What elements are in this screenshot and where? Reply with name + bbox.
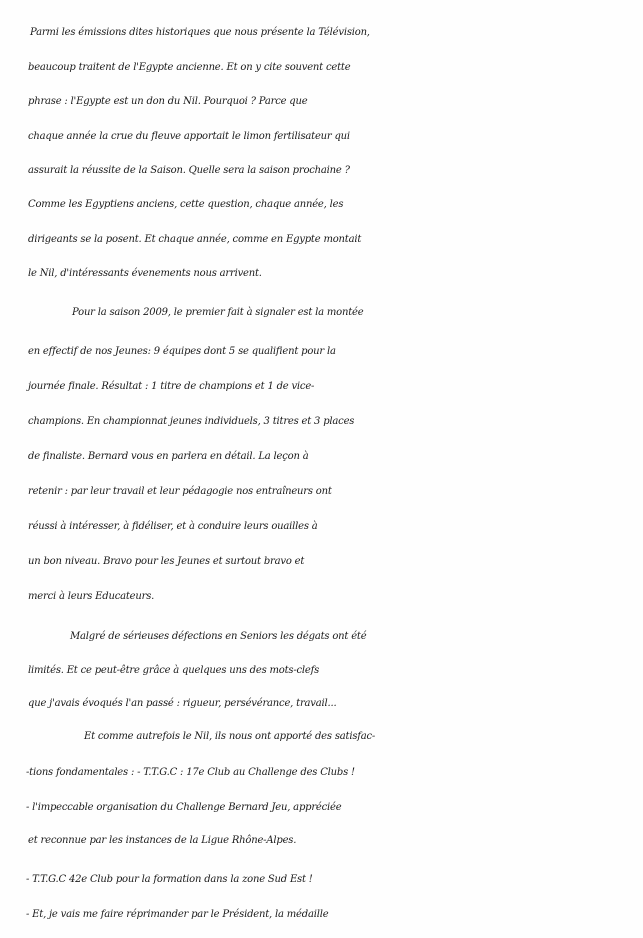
text-line: le Nil, d'intéressants évenements nous arrivent. (28, 268, 262, 279)
text-line: journée finale. Résultat : 1 titre de champions et 1 de vice- (28, 381, 315, 392)
text-line: assurait la réussite de la Saison. Quelle sera la saison prochaine ? (28, 165, 350, 176)
text-line: en effectif de nos Jeunes: 9 équipes dont 5 se qualifient pour la (28, 346, 336, 357)
text-line: Pour la saison 2009, le premier fait à signaler est la montée (72, 307, 364, 318)
text-line: phrase : l'Egypte est un don du Nil. Pourquoi ? Parce que (28, 96, 308, 107)
text-line: réussi à intéresser, à fidéliser, et à conduire leurs ouailles à (28, 521, 318, 532)
text-line: - T.T.G.C 42e Club pour la formation dans la zone Sud Est ! (26, 874, 313, 885)
text-line: Et comme autrefois le Nil, ils nous ont apporté des satisfac- (84, 731, 376, 742)
text-line: champions. En championnat jeunes individuels, 3 titres et 3 places (28, 416, 355, 427)
text-line: que j'avais évoqués l'an passé : rigueur, persévérance, travail... (28, 698, 337, 709)
text-line: Comme les Egyptiens anciens, cette question, chaque année, les (28, 199, 344, 210)
text-line: chaque année la crue du fleuve apportait le limon fertilisateur qui (28, 131, 350, 142)
text-line: dirigeants se la posent. Et chaque année, comme en Egypte montait (28, 234, 362, 245)
text-line: retenir : par leur travail et leur pédagogie nos entraîneurs ont (28, 486, 332, 497)
text-line: et reconnue par les instances de la Ligue Rhône-Alpes. (28, 835, 297, 846)
text-line: - l'impeccable organisation du Challenge Bernard Jeu, appréciée (26, 802, 342, 813)
text-line: beaucoup traitent de l'Egypte ancienne. Et on y cite souvent cette (28, 62, 351, 73)
text-line: - Et, je vais me faire réprimander par le Président, la médaille (26, 909, 329, 920)
text-line: Parmi les émissions dites historiques que nous présente la Télévision, (30, 27, 370, 38)
text-line: merci à leurs Educateurs. (28, 591, 155, 602)
text-line: limités. Et ce peut-être grâce à quelques uns des mots-clefs (28, 665, 320, 676)
text-line: Malgré de sérieuses défections en Seniors les dégats ont été (70, 631, 367, 642)
text-line: un bon niveau. Bravo pour les Jeunes et surtout bravo et (28, 556, 305, 567)
text-line: de finaliste. Bernard vous en parlera en détail. La leçon à (28, 451, 309, 462)
text-line: -tions fondamentales : - T.T.G.C : 17e Club au Challenge des Clubs ! (26, 767, 355, 778)
